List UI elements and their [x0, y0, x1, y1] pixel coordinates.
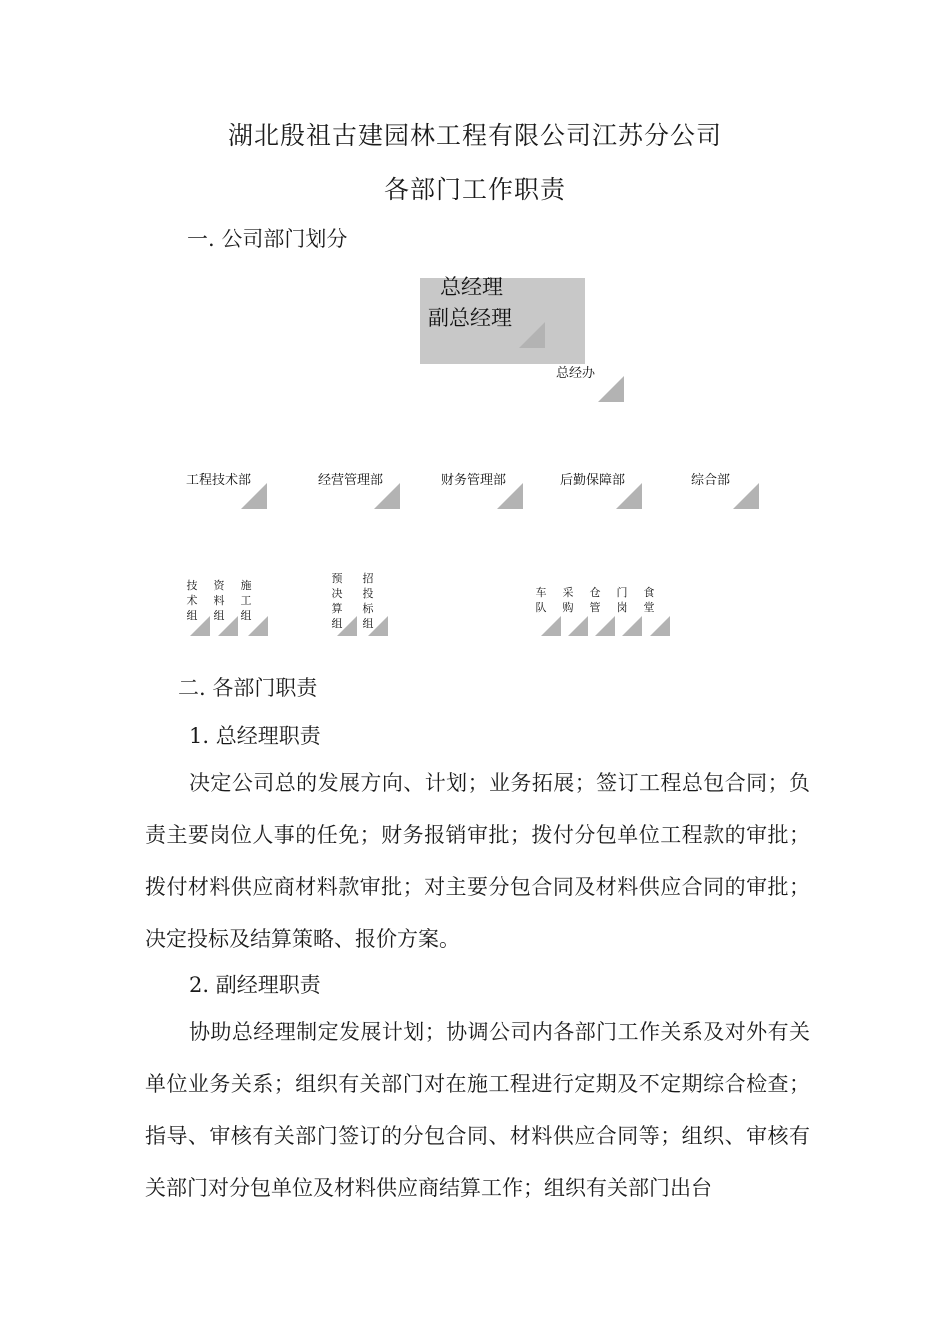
group-fleet-shadow-icon — [541, 616, 561, 636]
group-bidding: 招投标组 — [362, 572, 374, 630]
general-office-shadow-icon — [598, 376, 624, 402]
dept-logistics-shadow-icon — [616, 483, 642, 509]
group-gatekeeper-shadow-icon — [622, 616, 642, 636]
group-canteen-shadow-icon — [650, 616, 670, 636]
dept-engineering-shadow-icon — [241, 483, 267, 509]
subheading-deputy-duties: 2. 副经理职责 — [189, 973, 321, 997]
dept-engineering: 工程技术部 — [186, 473, 252, 488]
group-budget: 预决算组 — [331, 572, 343, 630]
dept-business-shadow-icon — [374, 483, 400, 509]
group-purchasing-shadow-icon — [568, 616, 588, 636]
section-heading-2: 二. 各部门职责 — [178, 676, 318, 700]
dept-finance-shadow-icon — [497, 483, 523, 509]
document-subtitle: 各部门工作职责 — [383, 175, 566, 204]
dept-business: 经营管理部 — [318, 473, 384, 488]
dept-logistics: 后勤保障部 — [560, 473, 626, 488]
general-office-label: 总经办 — [556, 366, 596, 381]
general-manager-label: 总经理 — [440, 275, 503, 299]
group-construction: 施工组 — [240, 579, 252, 622]
subheading-gm-duties: 1. 总经理职责 — [189, 724, 321, 748]
group-canteen: 食堂 — [643, 586, 655, 614]
group-budget-shadow-icon — [337, 616, 357, 636]
paragraph-deputy-duties: 协助总经理制定发展计划；协调公司内各部门工作关系及对外有关单位业务关系；组织有关部门对在施工程进行定期及不定期综合检查；指导、审核有关部门签订的分包合同、材料供应合同等；组织、审核有关部门对分包单位及材料供应商结算工作；组织有关部门出台 — [145, 1020, 810, 1200]
paragraph-gm-duties: 决定公司总的发展方向、计划；业务拓展；签订工程总包合同；负责主要岗位人事的任免；财务报销审批；拨付分包单位工程款的审批；拨付材料供应商材料款审批；对主要分包合同及材料供应合同的审批；决定投标及结算策略、报价方案。 — [145, 771, 810, 951]
org-chart — [0, 260, 950, 650]
group-technical-shadow-icon — [190, 616, 210, 636]
document-title: 湖北殷祖古建园林工程有限公司江苏分公司 — [227, 121, 722, 150]
group-gatekeeper: 门岗 — [616, 586, 628, 614]
group-technical: 技术组 — [186, 579, 198, 622]
group-warehouse: 仓管 — [589, 586, 601, 614]
group-documents: 资料组 — [213, 579, 225, 622]
deputy-general-manager-label: 副总经理 — [428, 306, 512, 330]
group-warehouse-shadow-icon — [595, 616, 615, 636]
group-purchasing: 采购 — [562, 586, 574, 614]
group-construction-shadow-icon — [248, 616, 268, 636]
dept-general: 综合部 — [691, 473, 731, 488]
top-box-shadow-icon — [519, 322, 545, 348]
group-fleet: 车队 — [535, 586, 547, 614]
group-bidding-shadow-icon — [368, 616, 388, 636]
dept-general-shadow-icon — [733, 483, 759, 509]
group-documents-shadow-icon — [218, 616, 238, 636]
section-heading-1: 一. 公司部门划分 — [187, 227, 348, 251]
dept-finance: 财务管理部 — [441, 473, 507, 488]
